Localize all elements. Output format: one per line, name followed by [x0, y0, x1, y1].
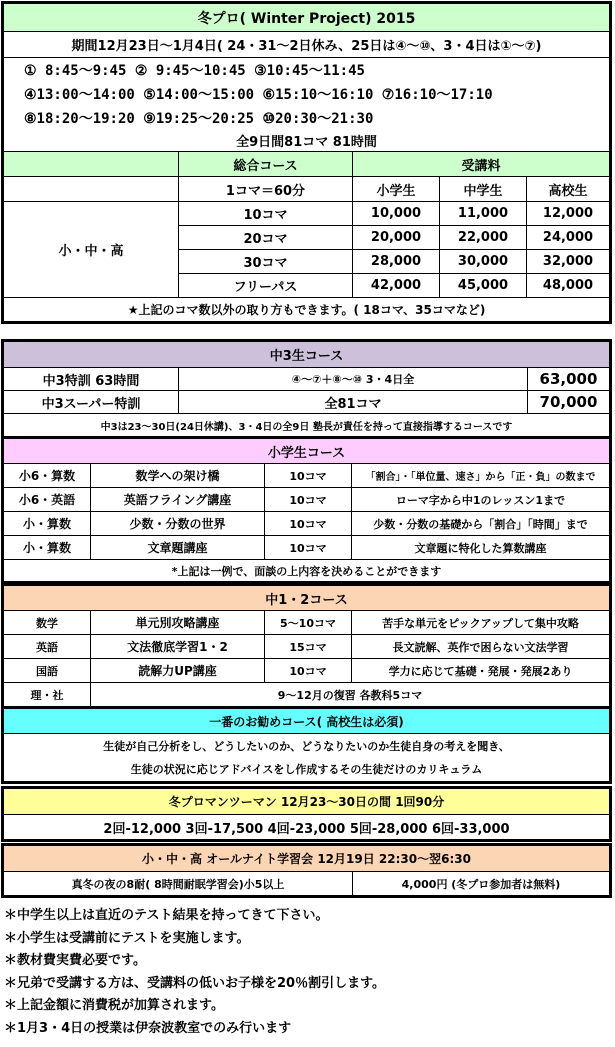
notes-list — [4, 905, 385, 1040]
recommended-header: 一番のお勧めコース( 高校生は必須) — [4, 709, 610, 734]
desc-cell: 少数・分数の基礎から「割合」「時間」まで — [352, 512, 610, 536]
elementary-note: *上記は一例で、面談の上内容を決めることができます — [4, 560, 610, 582]
course-price: 63,000 — [528, 368, 610, 391]
price-cell: 22,000 — [440, 226, 527, 250]
all-night-block — [1, 843, 612, 898]
price-cell: 10,000 — [353, 202, 440, 226]
price-cell: 32,000 — [527, 250, 610, 274]
time-slots-row-3: ⑧18:20～19:20 ⑨19:25～20:25 ⑩20:30～21:30 — [4, 106, 610, 130]
course-name: 単元別攻略講座 — [91, 611, 265, 635]
price-cell: 28,000 — [353, 250, 440, 274]
subject-cell: 英語 — [4, 635, 91, 659]
course-name: 読解力UP講座 — [91, 659, 265, 683]
price-cell: 42,000 — [353, 274, 440, 298]
chu12-header: 中1・2コース — [4, 586, 610, 611]
subject-cell: 小・算数 — [4, 536, 91, 560]
time-slots-row-2: ④13:00～14:00 ⑤14:00～15:00 ⑥15:10～16:10 ⑦16:10～17:10 — [4, 82, 610, 106]
desc-cell: ローマ字から中1のレッスン1まで — [352, 488, 610, 512]
price-cell: 30,000 — [440, 250, 527, 274]
grade-high: 高校生 — [527, 177, 610, 202]
period-text: 期間12月23日～1月4日( 24・31～2日休み、25日は④～⑩、3・4日は①～⑦) — [4, 32, 610, 58]
one-on-one-header: 冬プロマンツーマン 12月23～30日の間 1回90分 — [4, 789, 610, 815]
recommended-course-block — [1, 706, 612, 784]
elementary-header: 小学生コース — [4, 439, 610, 464]
note-item: ＊教材費実費必要です。 — [4, 953, 146, 968]
unit-label: 1コマ＝60分 — [179, 177, 353, 202]
plan-cell: 20コマ — [179, 226, 353, 250]
recommended-line-2: 生徒の状況に応じアドバイスをし作成するその生徒だけのカリキュラム — [4, 758, 610, 782]
koma-cell: 5～10コマ — [265, 611, 352, 635]
chu3-header: 中3生コース — [4, 342, 610, 368]
grade-elementary: 小学生 — [353, 177, 440, 202]
subject-cell: 数学 — [4, 611, 91, 635]
page-title: 冬プロ( Winter Project) 2015 — [4, 4, 610, 32]
all-night-header: 小・中・高 オールナイト学習会 12月19日 22:30～翌6:30 — [4, 846, 610, 872]
subject-cell: 小6・算数 — [4, 464, 91, 488]
plan-cell: 10コマ — [179, 202, 353, 226]
course-detail: 全81コマ — [179, 391, 528, 414]
course-name: 文章題講座 — [91, 536, 265, 560]
course-price: 70,000 — [528, 391, 610, 414]
subject-cell: 小・算数 — [4, 512, 91, 536]
all-night-price: 4,000円 (冬プロ参加者は無料) — [353, 872, 610, 896]
desc-cell: 9～12月の復習 各教科5コマ — [91, 683, 610, 707]
koma-cell: 10コマ — [265, 512, 352, 536]
elementary-course-block — [1, 436, 612, 584]
desc-cell: 学力に応じて基礎・発展・発展2あり — [352, 659, 610, 683]
koma-cell: 10コマ — [265, 536, 352, 560]
desc-cell: 「割合」・「単位量、速さ」から「正・負」の数まで — [352, 464, 610, 488]
all-night-desc: 真冬の夜の8耐( 8時間耐眠学習会)小5以上 — [4, 872, 353, 896]
header-fee: 受講料 — [353, 152, 610, 177]
price-cell: 12,000 — [527, 202, 610, 226]
plan-cell: 30コマ — [179, 250, 353, 274]
time-slots-row-1: ① 8:45～9:45 ② 9:45～10:45 ③10:45～11:45 — [4, 58, 610, 82]
unit-blank — [4, 177, 179, 202]
desc-cell: 文章題に特化した算数講座 — [352, 536, 610, 560]
koma-cell: 10コマ — [265, 464, 352, 488]
plan-cell: フリーパス — [179, 274, 353, 298]
general-course-note: ★上記のコマ数以外の取り方もできます。( 18コマ、35コマなど) — [4, 298, 610, 322]
target-label: 小・中・高 — [4, 202, 179, 298]
chu3-course-block — [1, 339, 612, 439]
grade-junior: 中学生 — [440, 177, 527, 202]
subject-cell: 国語 — [4, 659, 91, 683]
note-item: ＊上記金額に消費税が加算されます。 — [4, 998, 224, 1013]
one-on-one-block — [1, 786, 612, 842]
note-item: ＊中学生以上は直近のテスト結果を持ってきて下さい。 — [4, 908, 329, 923]
chu12-course-block — [1, 583, 612, 709]
course-name: 数学への架け橋 — [91, 464, 265, 488]
general-course-block — [1, 1, 612, 324]
koma-cell: 15コマ — [265, 635, 352, 659]
recommended-line-1: 生徒が自己分析をし、どうしたいのか、どうなりたいのか生徒自身の考えを聞き、 — [4, 734, 610, 758]
one-on-one-prices: 2回-12,000 3回-17,500 4回-23,000 5回-28,000 6回-33,000 — [4, 815, 610, 840]
course-name: 文法徹底学習1・2 — [91, 635, 265, 659]
price-cell: 45,000 — [440, 274, 527, 298]
total-text: 全9日間81コマ 81時間 — [4, 130, 610, 152]
header-course: 総合コース — [179, 152, 353, 177]
chu3-note: 中3は23～30日(24日休講)、3・4日の全9日 塾長が責任を持って直接指導するコースです — [4, 414, 610, 437]
subject-cell: 理・社 — [4, 683, 91, 707]
note-item: ＊兄弟で受講する方は、受講料の低いお子様を20％割引します。 — [4, 975, 386, 991]
koma-cell: 10コマ — [265, 488, 352, 512]
course-detail: ④～⑦＋⑧～⑩ 3・4日全 — [179, 368, 528, 391]
desc-cell: 長文読解、英作で困らない文法学習 — [352, 635, 610, 659]
course-name: 英語フライング講座 — [91, 488, 265, 512]
course-name: 中3特訓 63時間 — [4, 368, 179, 391]
course-name: 中3スーパー特訓 — [4, 391, 179, 414]
course-name: 少数・分数の世界 — [91, 512, 265, 536]
note-item: ＊1月3・4日の授業は伊奈波教室でのみ行います — [4, 1020, 292, 1036]
price-cell: 11,000 — [440, 202, 527, 226]
header-blank — [4, 152, 179, 177]
note-item: ＊小学生は受講前にテストを実施します。 — [4, 930, 250, 946]
price-cell: 48,000 — [527, 274, 610, 298]
koma-cell: 10コマ — [265, 659, 352, 683]
subject-cell: 小6・英語 — [4, 488, 91, 512]
price-cell: 24,000 — [527, 226, 610, 250]
price-cell: 20,000 — [353, 226, 440, 250]
desc-cell: 苦手な単元をピックアップして集中攻略 — [352, 611, 610, 635]
